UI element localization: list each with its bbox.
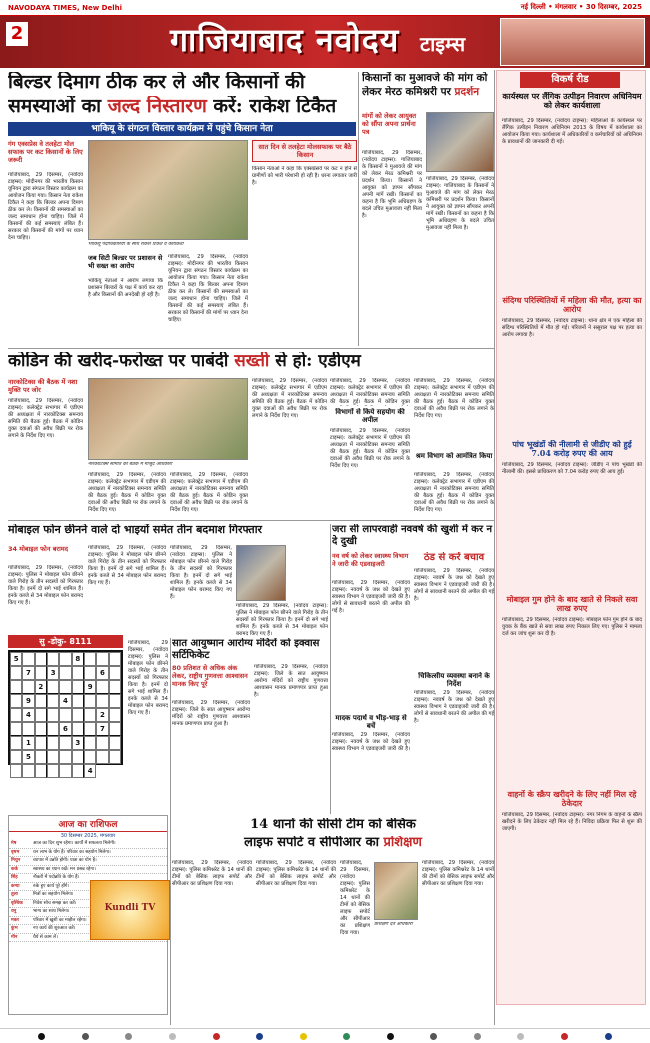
sudoku-cell[interactable] <box>59 680 71 694</box>
rashifal-text: मित्रों का सहयोग मिलेगा। <box>33 892 74 897</box>
rashifal-sign: कर्क <box>11 866 18 872</box>
sudoku-cell[interactable] <box>109 652 121 666</box>
rashifal-sign: कन्या <box>11 883 20 889</box>
sidebar-title-3: पांच भूखंडों की नीलामी से जीडीए को हुई 7.04 करोड़ रुपए की आय <box>512 440 632 459</box>
kodin-headline <box>8 352 494 372</box>
top-strip <box>0 0 650 16</box>
sudoku-cell[interactable] <box>72 722 84 736</box>
sudoku-cell[interactable] <box>10 694 22 708</box>
edition-label: NAVODAYA TIMES, New Delhi <box>8 3 122 12</box>
sudoku-cell[interactable] <box>96 694 108 708</box>
lead-headline-2b: जल्द निस्तारण <box>107 96 207 117</box>
newyear-headline: जरा सी लापरवाही नववर्ष की खुशी में कर न दे दुखी <box>332 524 493 547</box>
rashifal-sign: धनु <box>11 909 17 914</box>
sudoku-cell[interactable] <box>72 708 84 722</box>
rashifal-sign: सिंह <box>11 875 18 880</box>
farmers-headline-2a: लेकर मेरठ कमिश्नरी पर <box>362 86 455 98</box>
newyear-sub: नव वर्ष को लेकर स्वास्थ्य विभाग ने जारी की एडवाइजरी <box>332 552 409 568</box>
kodin-sub-3: श्रम विभाग को आमंत्रित किया <box>415 452 493 460</box>
mobile-sub: 34 मोबाइल फोन बरामद <box>8 545 69 553</box>
rashifal-sign: कुंभ <box>11 926 18 931</box>
registration-dot <box>561 1033 568 1040</box>
sudoku-cell[interactable] <box>59 736 71 750</box>
sidebar-body-5: गाजियाबाद, 29 दिसम्बर, (नवोदय टाइम्स): नगर निगम के वाहनों के स्क्रैप खरीदने के लिए ठेकेदार नहीं मिल रहे हैं। निविदा प्रक्रिया फिर से शुरू की जाएगी। <box>502 812 642 832</box>
sudoku-cell[interactable]: 5 <box>10 652 22 666</box>
kodin-headline-c: से हो: एडीएम <box>269 352 361 371</box>
sudoku-cell[interactable] <box>109 680 121 694</box>
sudoku-cell[interactable] <box>47 694 59 708</box>
sudoku-cell[interactable]: 1 <box>22 736 34 750</box>
column-divider <box>170 638 171 1025</box>
sudoku-cell[interactable]: 4 <box>84 764 96 778</box>
sidebar-title-5: वाहनों के स्क्रैप खरीदने के लिए नहीं मिल रहे ठेकेदार <box>507 790 637 809</box>
sudoku-cell[interactable]: 9 <box>22 694 34 708</box>
rashifal-text: व्यापार में उन्नति होगी। यात्रा का योग है। <box>33 858 97 863</box>
kodin-body-1: गाजियाबाद, 29 दिसम्बर, (नवोदय टाइम्स): कलेक्ट्रेट सभागार में एडीएम की अध्यक्षता में नारकोटिक्स समन्वय समिति की बैठक हुई। बैठक में कोडिन युक्त दवाओं की अवैध बिक्री पर रोक लगाने के निर्देश दिए गए। <box>8 398 83 439</box>
farmers-headline-2 <box>362 86 494 98</box>
cctv-caption: प्रशिक्षण देते अधिकारी <box>374 922 413 927</box>
sidebar-title-4: मोबाइल गुम होने के बाद खाते से निकले सवा लाख रुपए <box>506 595 638 614</box>
kodin-body-5: गाजियाबाद, 29 दिसम्बर, (नवोदय टाइम्स): कलेक्ट्रेट सभागार में एडीएम की अध्यक्षता में नारकोटिक्स समन्वय समिति की बैठक हुई। बैठक में कोडिन युक्त <box>330 378 410 405</box>
cctv-body-4: गाजियाबाद, 29 दिसम्बर, (नवोदय टाइम्स): पुलिस कमिश्नरेट के 14 थानों की टीमों को बेसिक लाइफ सपोर्ट और सीपीआर का प्रशिक्षण दिया गया। <box>422 860 494 887</box>
rashifal-text: रुके हुए कार्य पूरे होंगे। <box>33 883 70 889</box>
lead-photo <box>88 140 248 240</box>
kodin-headline-a: कोडिन की खरीद-फरोख्त पर पाबंदी <box>8 352 235 371</box>
registration-dot <box>430 1033 437 1040</box>
sudoku-cell[interactable] <box>72 666 84 680</box>
sudoku-cell[interactable] <box>35 666 47 680</box>
rashifal-sign: मकर <box>11 917 19 923</box>
lead-body-1: गाजियाबाद, 29 दिसम्बर, (नवोदय टाइम्स): मोदीनगर की भारतीय किसान यूनियन द्वारा संगठन विस्तार कार्यक्रम का आयोजन किया गया। किसान नेता राकेश टिकैत ने कहा कि बिल्डर अपना दिमाग ठीक कर ले। किसानों की समस्याओं का जल्द समाधान होना चाहिए। जिले में किसानों की कई समस्याएं लंबित हैं। सरकार को किसानों की मांगों पर ध्यान देना चाहिए। <box>8 172 83 241</box>
registration-dot <box>343 1033 350 1040</box>
cctv-headline-1: 14 थानों की सीसी टीम को बेसिक <box>250 818 416 832</box>
kodin-photo-caption: नारकोटिक्स समिति की बैठक में मौजूद अधिकारी <box>88 462 172 467</box>
sudoku-cell[interactable] <box>84 694 96 708</box>
sudoku-cell[interactable] <box>22 652 34 666</box>
sudoku-cell[interactable] <box>96 680 108 694</box>
registration-dot <box>387 1033 394 1040</box>
sudoku-cell[interactable] <box>22 764 34 778</box>
sudoku-cell[interactable] <box>96 652 108 666</box>
kodin-body-3: गाजियाबाद, 29 दिसम्बर, (नवोदय टाइम्स): कलेक्ट्रेट सभागार में एडीएम की अध्यक्षता में नारकोटिक्स समन्वय समिति की बैठक हुई। बैठक में कोडिन युक्त दवाओं की अवैध बिक्री पर रोक लगाने के निर्देश दिए गए। <box>170 472 248 513</box>
lead-box2-body: भाकियू नेताओं ने आरोप लगाया कि प्रशासन बिल्डरों के पक्ष में कार्य कर रहा है और किसानों की अनदेखी हो रही है। <box>88 278 163 298</box>
rashifal-item <box>9 849 167 858</box>
sudoku-cell[interactable]: 7 <box>96 722 108 736</box>
sudoku-cell[interactable] <box>84 666 96 680</box>
sudoku-cell[interactable] <box>96 750 108 764</box>
sudoku-cell[interactable] <box>22 680 34 694</box>
rashifal-text: निवेश सोच समझ कर करें। <box>33 900 77 906</box>
kodin-body-7: गाजियाबाद, 29 दिसम्बर, (नवोदय टाइम्स): कलेक्ट्रेट सभागार में एडीएम की अध्यक्षता में नारकोटिक्स समन्वय समिति की बैठक हुई। बैठक में कोडिन युक्त दवाओं की अवैध बिक्री पर रोक लगाने के निर्देश दिए गए। <box>414 378 494 419</box>
farmers-sub: मांगों को लेकर आयुक्त को सौंपा अपना प्रार्थना पत्र <box>362 112 417 136</box>
kodin-body-6: गाजियाबाद, 29 दिसम्बर, (नवोदय टाइम्स): कलेक्ट्रेट सभागार में एडीएम की अध्यक्षता में नारकोटिक्स समन्वय समिति की बैठक हुई। बैठक में कोडिन युक्त दवाओं की अवैध बिक्री पर रोक लगाने के निर्देश दिए गए। <box>330 428 410 469</box>
lead-sub-1: गंग एक्सप्रेस वे तलहेटा मोल सफाक पर कट किसानों के लिए जरूरी <box>8 140 83 164</box>
mobile-body-4: गाजियाबाद, 29 दिसम्बर, (नवोदय टाइम्स): पुलिस ने मोबाइल फोन छीनने वाले गिरोह के तीन सदस्यों को गिरफ्तार किया है। इनमें दो सगे भाई शामिल हैं। इनके कब्जे से 34 मोबाइल फोन बरामद किए गए हैं। <box>236 603 328 637</box>
ayushman-body-1: गाजियाबाद, 29 दिसम्बर, (नवोदय टाइम्स): जिले के सात आयुष्मान आरोग्य मंदिरों को राष्ट्रीय गुणवत्ता आश्वासन मानक प्रमाणपत्र प्राप्त हुआ है। <box>172 700 250 727</box>
sudoku-cell[interactable] <box>35 736 47 750</box>
rashifal-sign: मेष <box>11 841 17 846</box>
cctv-body-1: गाजियाबाद, 29 दिसम्बर, (नवोदय टाइम्स): पुलिस कमिश्नरेट के 14 थानों की टीमों को बेसिक लाइफ सपोर्ट और सीपीआर का प्रशिक्षण दिया गया। <box>172 860 252 887</box>
lead-strap: भाकियू के संगठन विस्तार कार्यक्रम में पहुंचे किसान नेता <box>8 122 356 136</box>
rashifal-text: भाग्य का साथ मिलेगा। <box>33 909 70 914</box>
sudoku-cell[interactable] <box>109 736 121 750</box>
sidebar-body-1: गाजियाबाद, 29 दिसम्बर, (नवोदय टाइम्स): महिलाओं के कार्यस्थल पर लैंगिक उत्पीड़न निवारण अधिनियम 2013 के विषय में कार्यशाला का आयोजन किया गया। कार्यशाला में अधिकारियों व कर्मचारियों को अधिनियम के प्रावधानों की जानकारी दी गई। <box>502 118 642 145</box>
rashifal-item <box>9 857 167 866</box>
lead-box2-title: जब सिटी बिल्डर पर प्रशासन से भी सख्त का आरोप <box>88 254 163 270</box>
cctv-headline-2a: लाइफ सपोर्ट व सीपीआर का <box>244 836 384 850</box>
divider <box>8 348 494 349</box>
divider <box>8 520 494 521</box>
registration-dot <box>213 1033 220 1040</box>
masthead-title <box>170 18 399 61</box>
registration-dot <box>300 1033 307 1040</box>
rashifal-sign: वृषभ <box>11 849 20 855</box>
sudoku-cell[interactable] <box>10 750 22 764</box>
sudoku-cell[interactable]: 4 <box>22 708 34 722</box>
sudoku-cell[interactable] <box>47 680 59 694</box>
date-label: नई दिल्ली • मंगलवार • 30 दिसम्बर, 2025 <box>520 3 642 11</box>
sudoku-cell[interactable] <box>10 666 22 680</box>
sudoku-cell[interactable] <box>47 652 59 666</box>
registration-dot <box>125 1033 132 1040</box>
newyear-body-4: गाजियाबाद, 29 दिसम्बर, (नवोदय टाइम्स): नववर्ष के जश्न को देखते हुए स्वास्थ्य विभाग ने एडवाइजरी जारी की है। <box>332 732 410 752</box>
sudoku-cell[interactable] <box>35 750 47 764</box>
column-divider <box>494 70 495 1025</box>
sudoku-cell[interactable] <box>10 764 22 778</box>
rashifal-sign: वृश्चिक <box>11 900 23 906</box>
lead-side-body: किसान नेताओं ने कहा कि एक्सप्रेसवे पर कट न होने से ग्रामीणों को भारी परेशानी हो रही है। धरना लगातार जारी है। <box>252 166 357 186</box>
sudoku-cell[interactable] <box>109 750 121 764</box>
sidebar-title-2: संदिग्ध परिस्थितियों में महिला की मौत, हत्या का आरोप <box>502 296 642 315</box>
sudoku-cell[interactable] <box>47 722 59 736</box>
sudoku-cell[interactable] <box>72 680 84 694</box>
rashifal-text: स्वास्थ्य का ध्यान रखें। मन प्रसन्न रहेगा। <box>33 866 96 872</box>
lead-headline-2c: करें: राकेश टिकैत <box>206 96 337 117</box>
kodin-body-4: गाजियाबाद, 29 दिसम्बर, (नवोदय टाइम्स): कलेक्ट्रेट सभागार में एडीएम की अध्यक्षता में नारकोटिक्स समन्वय समिति की बैठक हुई। बैठक में कोडिन युक्त दवाओं की अवैध बिक्री पर रोक लगाने के निर्देश दिए गए। <box>252 378 327 419</box>
newyear-box: ठंड से करें बचाव <box>423 552 485 563</box>
cctv-body-2: गाजियाबाद, 29 दिसम्बर, (नवोदय टाइम्स): पुलिस कमिश्नरेट के 14 थानों की टीमों को बेसिक लाइफ सपोर्ट और सीपीआर का प्रशिक्षण दिया गया। <box>256 860 336 887</box>
newyear-body-2: गाजियाबाद, 29 दिसम्बर, (नवोदय टाइम्स): नववर्ष के जश्न को देखते हुए स्वास्थ्य विभाग ने एडवाइजरी जारी की है। लोगों से सावधानी बरतने की अपील की गई है। <box>414 568 494 602</box>
sudoku-cell[interactable] <box>35 722 47 736</box>
sudoku-cell[interactable] <box>84 722 96 736</box>
rashifal-item <box>9 866 167 875</box>
registration-dot <box>256 1033 263 1040</box>
sudoku-cell[interactable] <box>59 708 71 722</box>
kodin-sub-2: विभागों से किये सहयोग की अपील <box>335 408 405 424</box>
mobile-body-3: गाजियाबाद, 29 दिसम्बर, (नवोदय टाइम्स): पुलिस ने मोबाइल फोन छीनने वाले गिरोह के तीन सदस्यों को गिरफ्तार किया है। इनमें दो सगे भाई शामिल हैं। इनके कब्जे से 34 मोबाइल फोन बरामद किए गए हैं। <box>170 545 232 600</box>
kodin-body-2: गाजियाबाद, 29 दिसम्बर, (नवोदय टाइम्स): कलेक्ट्रेट सभागार में एडीएम की अध्यक्षता में नारकोटिक्स समन्वय समिति की बैठक हुई। बैठक में कोडिन युक्त दवाओं की अवैध बिक्री पर रोक लगाने के निर्देश दिए गए। <box>88 472 166 513</box>
mobile-headline: मोबाइल फोन छीनने वाले दो भाइयों समेत तीन बदमाश गिरफ्तार <box>8 524 263 536</box>
kundli-ad[interactable] <box>90 880 170 940</box>
kodin-photo <box>88 378 248 460</box>
kodin-headline-b: सख्ती <box>234 352 270 371</box>
cctv-headline-2b: प्रशिक्षण <box>383 836 422 850</box>
sudoku-cell[interactable] <box>10 680 22 694</box>
sudoku-cell[interactable] <box>35 708 47 722</box>
ayushman-headline: सात आयुष्मान आरोग्य मंदिरों को इक्वास सर्टिफिकेट <box>172 638 320 661</box>
masthead-city: गाजियाबाद <box>170 21 304 59</box>
kodin-sub: नारकोटिक्स की बैठक में नशा मुक्ति पर जोर <box>8 378 78 394</box>
sudoku-cell[interactable] <box>84 708 96 722</box>
cctv-headline-2 <box>172 836 494 851</box>
rashifal-sign: तुला <box>11 892 18 897</box>
newyear-body-3: गाजियाबाद, 29 दिसम्बर, (नवोदय टाइम्स): नववर्ष के जश्न को देखते हुए स्वास्थ्य विभाग ने एडवाइजरी जारी की है। लोगों से सावधानी बरतने की अपील की गई है। <box>414 690 494 724</box>
lead-headline-2a: समस्याओं का <box>8 96 108 117</box>
sudoku-cell[interactable]: 7 <box>22 666 34 680</box>
sudoku-cell[interactable] <box>59 652 71 666</box>
sudoku-cell[interactable]: 5 <box>22 750 34 764</box>
lead-photo-caption: भाकियू पदाधिकारियों के साथ राकेश टिकैत व कार्यकर्ता <box>88 242 184 247</box>
sudoku-cell[interactable] <box>47 708 59 722</box>
rashifal-text: धैर्य से काम लें। <box>33 934 58 940</box>
sudoku-cell[interactable] <box>10 708 22 722</box>
masthead-city-photo <box>500 18 645 66</box>
sudoku-cell[interactable] <box>109 722 121 736</box>
sudoku-cell[interactable]: 6 <box>59 722 71 736</box>
kodin-body-8: गाजियाबाद, 29 दिसम्बर, (नवोदय टाइम्स): कलेक्ट्रेट सभागार में एडीएम की अध्यक्षता में नारकोटिक्स समन्वय समिति की बैठक हुई। बैठक में कोडिन युक्त दवाओं की अवैध बिक्री पर रोक लगाने के निर्देश दिए गए। <box>414 472 494 513</box>
sudoku-cell[interactable]: 6 <box>96 666 108 680</box>
sidebar-body-4: गाजियाबाद, 29 दिसम्बर, (नवोदय टाइम्स): मोबाइल फोन गुम होने के बाद युवक के बैंक खाते से सवा लाख रुपए निकाल लिए गए। पुलिस ने मामला दर्ज कर जांच शुरू कर दी है। <box>502 617 642 637</box>
sudoku-cell[interactable] <box>10 736 22 750</box>
mobile-photo <box>236 545 286 601</box>
sidebar-body-3: गाजियाबाद, 29 दिसम्बर, (नवोदय टाइम्स): जीडीए ने पांच भूखंडों की नीलामी की। इससे प्राधिकरण को 7.04 करोड़ रुपए की आय हुई। <box>502 462 642 475</box>
newyear-sub-2: चिकित्सीय व्यवस्था बनाने के निर्देश <box>418 672 490 688</box>
farmers-body-2: गाजियाबाद, 29 दिसम्बर, (नवोदय टाइम्स): गाजियाबाद के किसानों ने मुआवजे की मांग को लेकर मेरठ कमिश्नरी पर प्रदर्शन किया। किसानों ने आयुक्त को ज्ञापन सौंपकर अपनी मांगें रखीं। किसानों का कहना है कि भूमि अधिग्रहण के बदले उचित मुआवजा नहीं मिला है। <box>426 176 494 231</box>
mobile-body-2: गाजियाबाद, 29 दिसम्बर, (नवोदय टाइम्स): पुलिस ने मोबाइल फोन छीनने वाले गिरोह के तीन सदस्यों को गिरफ्तार किया है। इनमें दो सगे भाई शामिल हैं। इनके कब्जे से 34 मोबाइल फोन बरामद किए गए हैं। <box>88 545 166 586</box>
newyear-body-1: गाजियाबाद, 29 दिसम्बर, (नवोदय टाइम्स): नववर्ष के जश्न को देखते हुए स्वास्थ्य विभाग ने एडवाइजरी जारी की है। लोगों से सावधानी बरतने की अपील की गई है। <box>332 580 410 614</box>
registration-dot <box>474 1033 481 1040</box>
sudoku-cell[interactable] <box>109 666 121 680</box>
sudoku-cell[interactable] <box>59 666 71 680</box>
sudoku-cell[interactable]: 3 <box>72 736 84 750</box>
sudoku-cell[interactable] <box>35 694 47 708</box>
sudoku-cell[interactable] <box>96 736 108 750</box>
lead-headline-1: बिल्डर दिमाग ठीक कर ले और किसानों की <box>8 72 305 93</box>
sudoku-cell[interactable] <box>59 764 71 778</box>
registration-dot <box>517 1033 524 1040</box>
sudoku-cell[interactable] <box>47 764 59 778</box>
kundli-ad-label: Kundli TV <box>104 903 156 913</box>
lead-headline-2 <box>8 96 368 118</box>
cctv-body-3: गाजियाबाद, 29 दिसम्बर, (नवोदय टाइम्स): पुलिस कमिश्नरेट के 14 थानों की टीमों को बेसिक लाइफ सपोर्ट और सीपीआर का प्रशिक्षण दिया गया। <box>340 860 370 936</box>
masthead-suffix: टाइम्स <box>420 32 466 56</box>
sudoku-cell[interactable] <box>47 750 59 764</box>
sudoku-cell[interactable] <box>35 652 47 666</box>
registration-dot <box>82 1033 89 1040</box>
registration-dot <box>605 1033 612 1040</box>
sudoku-cell[interactable] <box>109 694 121 708</box>
sudoku-cell[interactable] <box>72 764 84 778</box>
sudoku-cell[interactable]: 9 <box>84 680 96 694</box>
lead-body-2: गाजियाबाद, 29 दिसम्बर, (नवोदय टाइम्स): मोदीनगर की भारतीय किसान यूनियन द्वारा संगठन विस्तार कार्यक्रम का आयोजन किया गया। किसान नेता राकेश टिकैत ने कहा कि बिल्डर अपना दिमाग ठीक कर ले। किसानों की समस्याओं का जल्द समाधान होना चाहिए। जिले में किसानों की कई समस्याएं लंबित हैं। सरकार को किसानों की मांगों पर ध्यान देना चाहिए। <box>168 254 248 323</box>
sudoku-cell[interactable]: 8 <box>72 652 84 666</box>
registration-dot <box>169 1033 176 1040</box>
sudoku-cell[interactable] <box>72 750 84 764</box>
sudoku-cell[interactable] <box>47 736 59 750</box>
mobile-body-1: गाजियाबाद, 29 दिसम्बर, (नवोदय टाइम्स): पुलिस ने मोबाइल फोन छीनने वाले गिरोह के तीन सदस्यों को गिरफ्तार किया है। इनमें दो सगे भाई शामिल हैं। इनके कब्जे से 34 मोबाइल फोन बरामद किए गए हैं। <box>8 565 83 606</box>
sidebar-title-1: कार्यस्थल पर लैंगिक उत्पीड़न निवारण अधिनियम को लेकर कार्यशाला <box>502 92 642 111</box>
rashifal-text: धन लाभ के योग हैं। परिवार का सहयोग मिलेगा। <box>33 849 111 855</box>
farmers-body-1: गाजियाबाद, 29 दिसम्बर, (नवोदय टाइम्स): गाजियाबाद के किसानों ने मुआवजे की मांग को लेकर मेरठ कमिश्नरी पर प्रदर्शन किया। किसानों ने आयुक्त को ज्ञापन सौंपकर अपनी मांगें रखीं। किसानों का कहना है कि भूमि अधिग्रहण के बदले उचित मुआवजा नहीं मिला है। <box>362 150 422 219</box>
sidebar-head: विकर्ष रीड <box>520 72 620 88</box>
rashifal-title: आज का राशिफल <box>9 816 167 832</box>
rashifal-text: नौकरी में पदोन्नति के योग हैं। <box>33 875 80 880</box>
sudoku-cell[interactable] <box>84 750 96 764</box>
page-number: 2 <box>6 22 28 46</box>
sudoku-grid[interactable] <box>8 650 123 775</box>
ayushman-sub: 80 प्रतिशत से अधिक अंक लेकर, राष्ट्रीय गुणवत्ता आश्वासन मानक किए पूरे <box>172 664 248 688</box>
farmers-photo <box>426 112 494 172</box>
farmers-headline-2b: प्रदर्शन <box>454 86 480 98</box>
sudoku-instructions: गाजियाबाद, 29 दिसम्बर, (नवोदय टाइम्स): पुलिस ने मोबाइल फोन छीनने वाले गिरोह के तीन सदस्यों को गिरफ्तार किया है। इनमें दो सगे भाई शामिल हैं। इनके कब्जे से 34 मोबाइल फोन बरामद किए गए हैं। <box>128 640 168 716</box>
sudoku-cell[interactable] <box>72 694 84 708</box>
rashifal-text: नए कार्य की शुरुआत करें। <box>33 926 76 931</box>
print-registration-strip <box>0 1028 650 1043</box>
cctv-officer-photo <box>374 862 418 920</box>
rashifal-sign: मिथुन <box>11 858 21 863</box>
sudoku-cell[interactable]: 2 <box>35 680 47 694</box>
rashifal-item <box>9 840 167 849</box>
sudoku-cell[interactable] <box>22 722 34 736</box>
sudoku-cell[interactable] <box>109 708 121 722</box>
rashifal-date: 30 दिसम्बर 2025, मंगलवार <box>60 833 116 839</box>
rashifal-sign: मीन <box>11 934 18 940</box>
sudoku-cell[interactable] <box>59 750 71 764</box>
sudoku-cell[interactable]: 3 <box>47 666 59 680</box>
sudoku-cell[interactable]: 4 <box>59 694 71 708</box>
lead-side-box-title: सात दिन से तलहेटा मोलसफाक पर बैठे किसान <box>258 143 352 159</box>
column-divider <box>330 524 331 814</box>
newyear-sub-3: मादक पदार्थ व भीड़-भाड़ से बचें <box>335 714 407 730</box>
sidebar-body-2: गाजियाबाद, 29 दिसम्बर, (नवोदय टाइम्स): थाना क्षेत्र में एक महिला की संदिग्ध परिस्थितियों में मौत हो गई। परिजनों ने ससुराल पक्ष पर हत्या का आरोप लगाया है। <box>502 318 642 338</box>
farmers-headline-1: किसानों का मुआवजे की मांग को <box>362 72 488 84</box>
sudoku-cell[interactable] <box>84 652 96 666</box>
sudoku-cell[interactable] <box>35 764 47 778</box>
sudoku-label: सु -डोकु- 8111 <box>8 635 123 648</box>
rashifal-text: आज का दिन शुभ रहेगा। कार्यों में सफलता मिलेगी। <box>33 841 116 846</box>
sudoku-cell[interactable]: 2 <box>96 708 108 722</box>
column-divider <box>358 72 359 346</box>
sudoku-cell[interactable] <box>10 722 22 736</box>
rashifal-text: परिवार में खुशी का माहौल रहेगा। <box>33 917 87 923</box>
ayushman-body-2: गाजियाबाद, 29 दिसम्बर, (नवोदय टाइम्स): जिले के सात आयुष्मान आरोग्य मंदिरों को राष्ट्रीय गुणवत्ता आश्वासन मानक प्रमाणपत्र प्राप्त हुआ है। <box>254 664 328 698</box>
masthead-paper: नवोदय <box>315 21 400 59</box>
registration-dot <box>38 1033 45 1040</box>
sudoku-cell[interactable] <box>84 736 96 750</box>
